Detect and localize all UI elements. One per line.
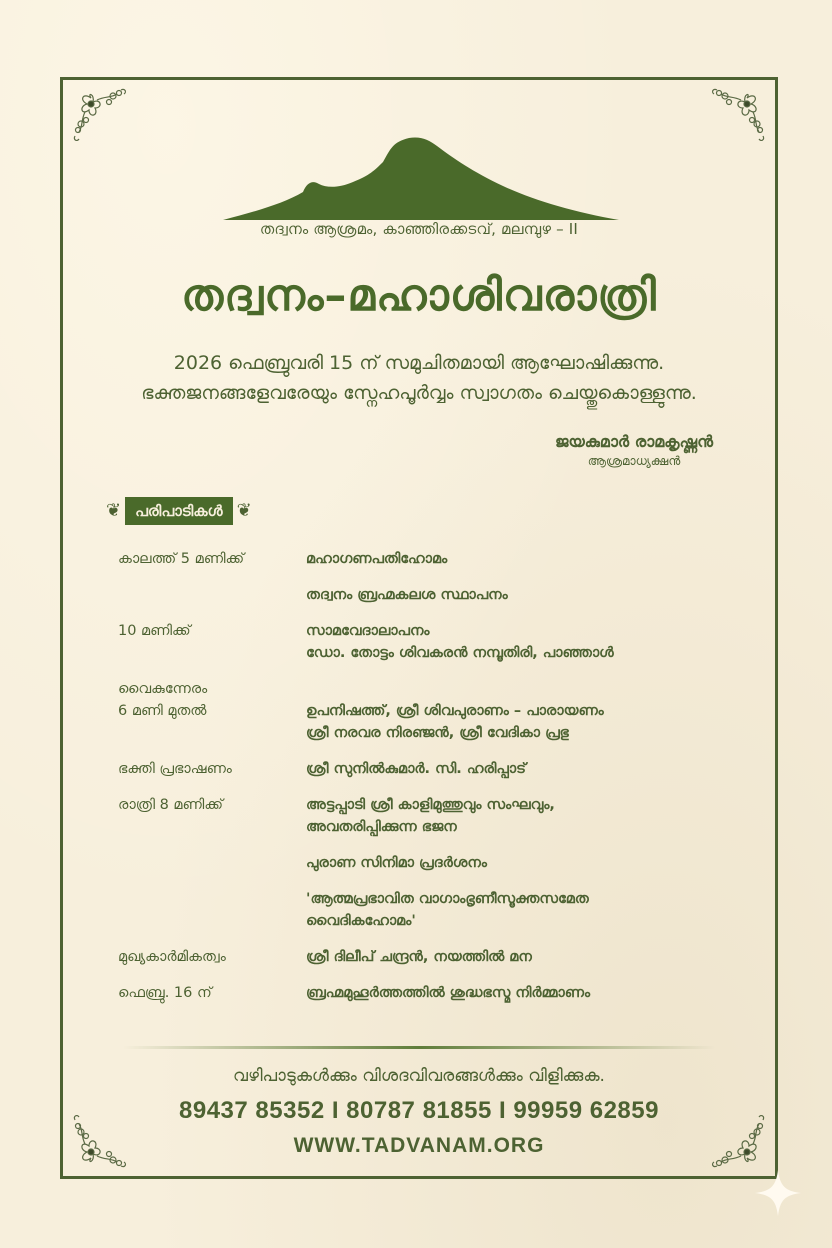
website-link[interactable]: WWW.TADVANAM.ORG	[293, 1134, 545, 1157]
flourish-right-icon: ❦	[236, 500, 252, 521]
floral-corner-icon	[699, 84, 769, 154]
schedule-time: ഭക്തി പ്രഭാഷണം	[118, 761, 232, 777]
schedule-time: രാത്രി 8 മണിക്ക്	[118, 797, 223, 813]
schedule-row	[118, 548, 738, 570]
schedule-row	[118, 794, 738, 838]
poster-frame	[60, 77, 778, 1179]
schedule-row	[118, 888, 738, 932]
schedule-event: ശ്രീ സുനിൽകുമാർ. സി. ഹരിപ്പാട്	[306, 761, 526, 777]
schedule-event: ശ്രീ ദിലീപ് ചന്ദ്രൻ, നയത്തിൽ മന	[306, 949, 532, 965]
schedule-time: മുഖ്യകാർമികത്വം	[118, 949, 226, 965]
schedule-list	[118, 548, 738, 1018]
schedule-row	[118, 758, 738, 780]
signatory-role: ആശ്രമാധ്യക്ഷൻ	[587, 454, 681, 468]
schedule-event: 'ആത്മപ്രഭാവിത വാഗാംഭൃണീസൂക്തസമേത വൈദികഹോമം'	[306, 891, 589, 929]
phone-numbers: 89437 85352 I 80787 81855 I 99959 62859	[179, 1097, 659, 1124]
schedule-row	[118, 620, 738, 664]
schedule-event: തദ്വനം ബ്രഹ്മകലശ സ്ഥാപനം	[306, 587, 508, 603]
schedule-time: കാലത്ത് 5 മണിക്ക്	[118, 551, 245, 567]
intro-line: ഭക്തജനങ്ങളേവരേയും സ്നേഹപൂർവ്വം സ്വാഗതം ചെയ്തുകൊള്ളുന്നു.	[141, 382, 697, 404]
schedule-event: പുരാണ സിനിമാ പ്രദർശനം	[306, 855, 487, 871]
intro-line: 2026 ഫെബ്രുവരി 15 ന് സമുചിതമായി ആഘോഷിക്കുന്നു.	[173, 352, 665, 374]
divider	[123, 1046, 715, 1049]
schedule-row	[118, 852, 738, 874]
schedule-event: ബ്രഹ്മമുഹൂർത്തത്തിൽ ശുദ്ധഭസ്മ നിർമ്മാണം	[306, 985, 591, 1001]
schedule-time	[118, 584, 306, 606]
schedule-row	[118, 678, 738, 744]
schedule-event: അട്ടപ്പാടി ശ്രീ കാളിമുത്തുവും സംഘവും, അവതരിപ്പിക്കുന്ന ഭജന	[306, 797, 555, 835]
sparkle-icon	[755, 1170, 801, 1216]
intro-text	[63, 348, 775, 408]
signature-block	[555, 432, 713, 469]
schedule-event: മഹാഗണപതിഹോമം	[306, 551, 448, 567]
schedule-time: വൈകുന്നേരം 6 മണി മുതൽ	[118, 681, 208, 719]
flourish-left-icon: ❦	[106, 500, 122, 521]
floral-corner-icon	[69, 84, 139, 154]
programs-heading	[106, 496, 252, 526]
page-title: തദ്വനം–മഹാശിവരാത്രി	[181, 270, 657, 321]
schedule-time: 10 മണിക്ക്	[118, 623, 191, 639]
schedule-time: ഫെബ്രു. 16 ന്	[118, 985, 212, 1001]
schedule-time	[118, 888, 306, 932]
schedule-row	[118, 584, 738, 606]
mountain-silhouette-icon	[223, 132, 619, 222]
section-label: പരിപാടികൾ	[125, 497, 233, 525]
schedule-row	[118, 982, 738, 1004]
schedule-event: ഉപനിഷത്ത്, ശ്രീ ശിവപുരാണം – പാരായണം ശ്രീ നരവര നിരഞ്ജൻ, ശ്രീ വേദികാ പ്രഭു	[306, 703, 604, 741]
contact-note: വഴിപാടുകൾക്കും വിശദവിവരങ്ങൾക്കും വിളിക്കുക.	[233, 1066, 605, 1086]
schedule-row	[118, 946, 738, 968]
signatory-name: ജയകുമാർ രാമകൃഷ്ണൻ	[554, 432, 713, 451]
schedule-event: സാമവേദാലാപനം ഡോ. തോട്ടം ശിവകരൻ നമ്പൂതിരി, പാഞ്ഞാൾ	[306, 623, 614, 661]
ashram-address: തദ്വനം ആശ്രമം, കാഞ്ഞിരക്കടവ്, മലമ്പുഴ – II	[259, 220, 579, 238]
schedule-time	[118, 852, 306, 874]
